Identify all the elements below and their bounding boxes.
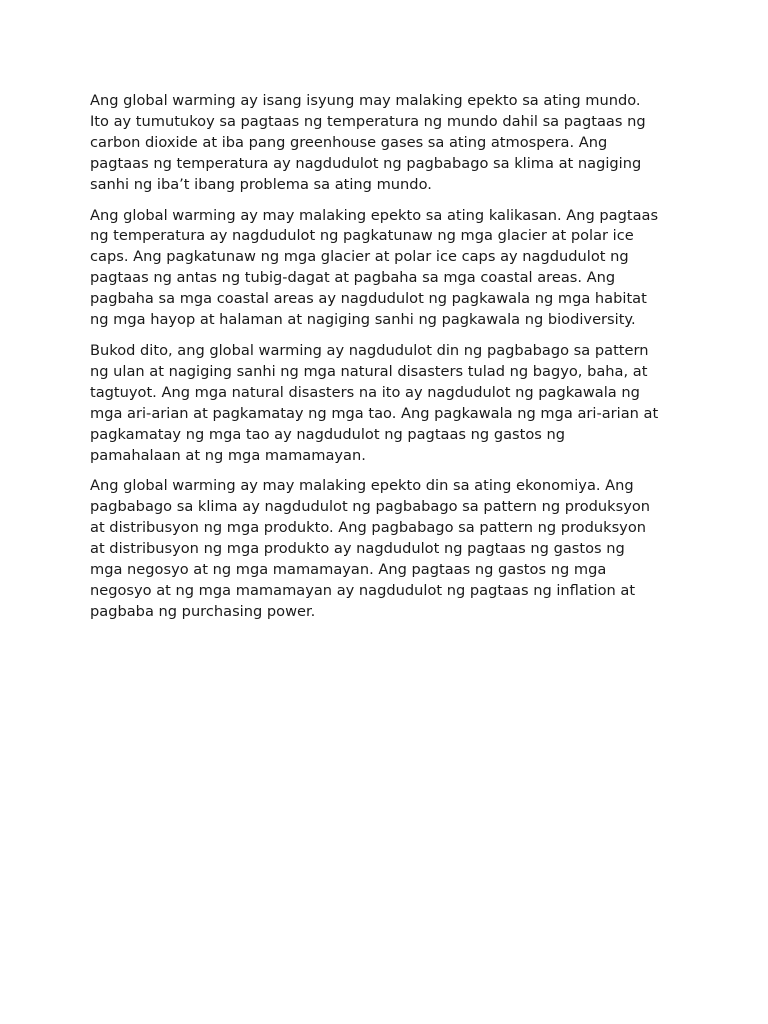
paragraph-4: Ang global warming ay may malaking epekto din sa ating ekonomiya. Ang pagbabago sa klima ay nagdudulot ng pagbabago sa pattern ng produksyon at distribusyon ng mga produkto. Ang pagbabago sa pattern ng produksyon at distribusyon ng mga produkto ay nagdudulot ng pagtaas ng gastos ng mga negosyo at ng mga mamamayan. Ang pagtaas ng gastos ng mga negosyo at ng mga mamamayan ay nagdudulot ng pagtaas ng inflation at pagbaba ng purchasing power.	[90, 477, 651, 620]
paragraph-2: Ang global warming ay may malaking epekto sa ating kalikasan. Ang pagtaas ng temperatura ay nagdudulot ng pagkatunaw ng mga glacier at polar ice caps. Ang pagkatunaw ng mga glacier at polar ice caps ay nagdudulot ng pagtaas ng antas ng tubig-dagat at pagbaha sa mga coastal areas. Ang pagbaha sa mga coastal areas ay nagdudulot ng pagkawala ng mga habitat ng mga hayop at halaman at nagiging sanhi ng pagkawala ng biodiversity.	[90, 206, 659, 329]
paragraph-3: Bukod dito, ang global warming ay nagdudulot din ng pagbabago sa pattern ng ulan at nagiging sanhi ng mga natural disasters tulad ng bagyo, baha, at tagtuyot. Ang mga natural disasters na ito ay nagdudulot ng pagkawala ng mga ari-arian at pagkamatay ng mga tao. Ang pagkawala ng mga ari-arian at pagkamatay ng mga tao ay nagdudulot ng pagtaas ng gastos ng pamahalaan at ng mga mamamayan.	[90, 341, 659, 464]
document-body	[90, 91, 682, 633]
paragraph-1: Ang global warming ay isang isyung may malaking epekto sa ating mundo. Ito ay tumutukoy sa pagtaas ng temperatura ng mundo dahil sa pagtaas ng carbon dioxide at iba pang greenhouse gases sa ating atmospera. Ang pagtaas ng temperatura ay nagdudulot ng pagbabago sa klima at nagiging sanhi ng iba’t ibang problema sa ating mundo.	[90, 92, 646, 193]
